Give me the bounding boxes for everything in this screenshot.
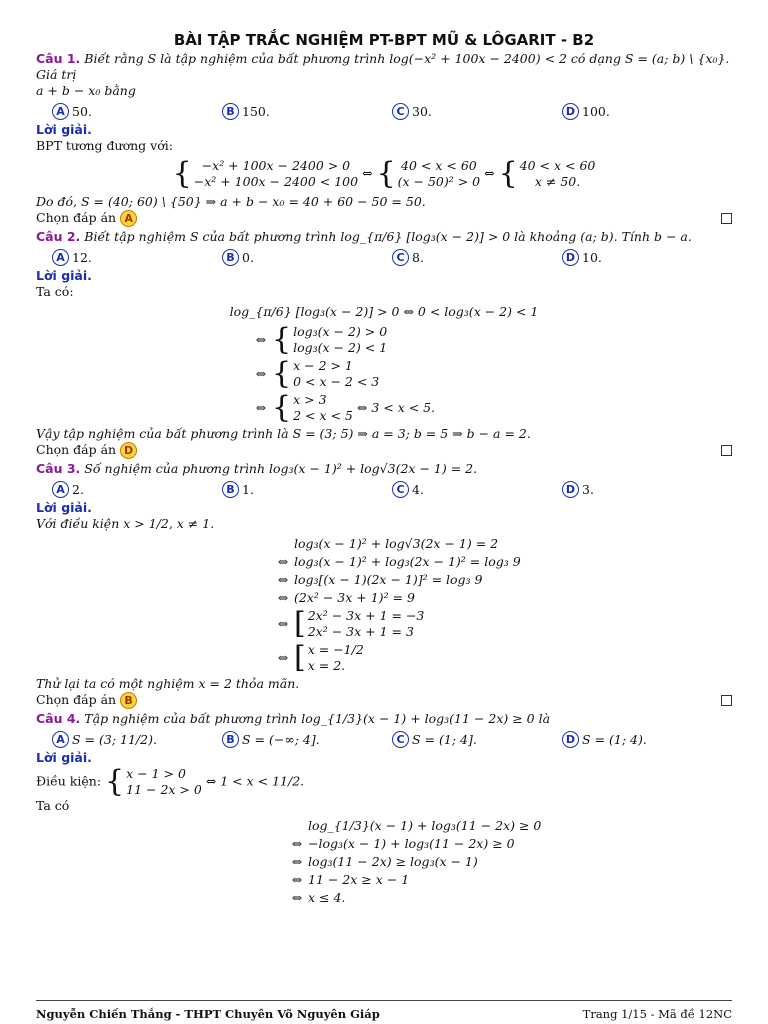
solution-line: BPT tương đương với: [36,138,173,153]
question-text-cont: a + b − x₀ bằng [36,83,136,98]
chosen-label: Chọn đáp án [36,692,117,707]
choice-c[interactable]: C 4. [392,481,562,498]
answer-choices [52,249,732,266]
solution-heading: Lời giải. [36,122,92,137]
choice-a[interactable]: A 12. [52,249,222,266]
answer-row [36,210,732,227]
choice-d[interactable]: D 3. [562,481,732,498]
equation-system: { −x² + 100x − 2400 > 0 −x² + 100x − 2400 < 100 ⇔ { 40 < x < 60 (x − 50)² > 0 ⇔ { 40 < x < 60 x ≠ 50. [172,156,596,191]
selected-answer: B [120,692,137,709]
worksheet-page [36,32,732,908]
qed-box [721,213,732,224]
equation-chain: log_{1/3}(x − 1) + log₃(11 − 2x) ≥ 0 ⇔ −log₃(x − 1) + log₃(11 − 2x) ≥ 0 ⇔ log₃(11 − 2x) ≥ log₃(x − 1) ⇔ 11 − 2x ≥ x − 1 ⇔ x ≤ 4. [291,818,542,905]
page-title: BÀI TẬP TRẮC NGHIỆM PT-BPT MŨ & LÔGARIT - B2 [173,31,595,49]
question-number: Câu 3. [36,461,81,476]
choice-c[interactable]: C 30. [392,103,562,120]
equation-chain: ⇔ { log₃(x − 2) > 0 log₃(x − 2) < 1 ⇔ { x − 2 > 1 0 < x − 2 < 3 ⇔ { x > 3 2 < x < 5 ⇔ 3 < x < 5. [255,322,436,425]
question-2 [36,229,732,459]
solution-line: Ta có: [36,284,74,299]
choice-c[interactable]: C 8. [392,249,562,266]
choice-a[interactable]: A S = (3; 11/2). [52,731,222,748]
chosen-label: Chọn đáp án [36,442,117,457]
solution-heading: Lời giải. [36,268,92,283]
question-number: Câu 1. [36,51,81,66]
answer-row [36,442,732,459]
chosen-label: Chọn đáp án [36,210,117,225]
solution-line: Ta có [36,798,70,813]
question-text: Biết tập nghiệm S của bất phương trình log_{π/6} [log₃(x − 2)] > 0 là khoảng (a; b). Tính b − a. [84,229,692,244]
condition: Điều kiện: { x − 1 > 0 11 − 2x > 0 ⇔ 1 < x < 11/2. [36,764,305,799]
author: Nguyễn Chiến Thắng - THPT Chuyên Võ Nguyên Giáp [36,1007,380,1021]
conclusion: Vậy tập nghiệm của bất phương trình là S = (3; 5) ⇒ a = 3; b = 5 ⇒ b − a = 2. [36,426,531,441]
question-3 [36,461,732,709]
question-text: Số nghiệm của phương trình log₃(x − 1)² + log√3(2x − 1) = 2. [84,461,478,476]
equation: log_{π/6} [log₃(x − 2)] > 0 ⇔ 0 < log₃(x − 2) < 1 [229,304,539,319]
equation-chain: log₃(x − 1)² + log√3(2x − 1) = 2 ⇔ log₃(x − 1)² + log₃(2x − 1)² = log₃ 9 ⇔ log₃[(x − 1)(2x − 1)]² = log₃ 9 ⇔ (2x² − 3x + 1)² = 9 ⇔ [ 2x² − 3x + 1 = −3 2x² − 3x + 1 = 3 ⇔ [ x = −1/2 x = 2. [277,536,521,675]
selected-answer: D [120,442,137,459]
qed-box [721,695,732,706]
choice-b[interactable]: B 150. [222,103,392,120]
solution-heading: Lời giải. [36,500,92,515]
answer-row [36,692,732,709]
question-text: Tập nghiệm của bất phương trình log_{1/3}(x − 1) + log₃(11 − 2x) ≥ 0 là [84,711,551,726]
solution-heading: Lời giải. [36,750,92,765]
page-footer [36,1000,732,1021]
answer-choices [52,481,732,498]
choice-b[interactable]: B S = (−∞; 4]. [222,731,392,748]
question-1 [36,51,732,227]
page-number: Trang 1/15 - Mã đề 12NC [582,1007,732,1021]
answer-choices [52,731,732,748]
question-number: Câu 2. [36,229,81,244]
question-4 [36,711,732,906]
qed-box [721,445,732,456]
question-number: Câu 4. [36,711,81,726]
choice-a[interactable]: A 50. [52,103,222,120]
answer-choices [52,103,732,120]
choice-a[interactable]: A 2. [52,481,222,498]
conclusion: Do đó, S = (40; 60) \ {50} ⇒ a + b − x₀ = 40 + 60 − 50 = 50. [36,194,426,209]
choice-b[interactable]: B 0. [222,249,392,266]
choice-d[interactable]: D 10. [562,249,732,266]
choice-c[interactable]: C S = (1; 4]. [392,731,562,748]
conclusion: Thử lại ta có một nghiệm x = 2 thỏa mãn. [36,676,300,691]
question-text: Biết rằng S là tập nghiệm của bất phương trình log(−x² + 100x − 2400) < 2 có dạng S = (a; b) \ {x₀}. Giá trị [36,51,730,82]
condition: Với điều kiện x > 1/2, x ≠ 1. [36,516,215,531]
choice-b[interactable]: B 1. [222,481,392,498]
choice-d[interactable]: D S = (1; 4). [562,731,732,748]
selected-answer: A [120,210,137,227]
choice-d[interactable]: D 100. [562,103,732,120]
